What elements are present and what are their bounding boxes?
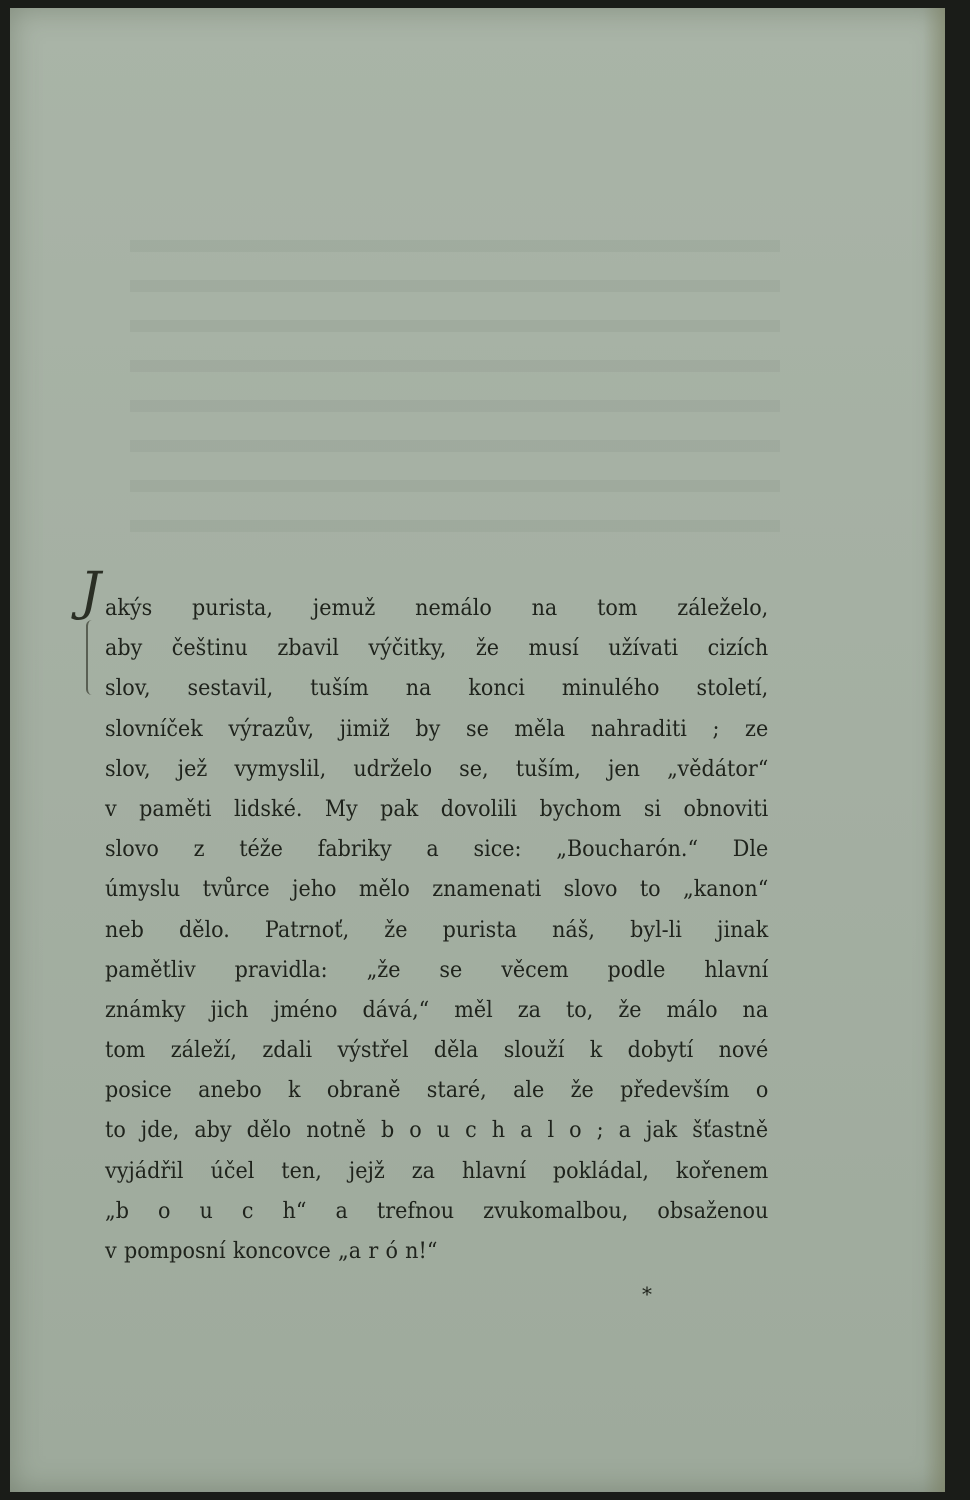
text-line: posice anebo k obraně staré, ale že především o [105,1077,769,1104]
text-line: neb dělo. Patrnoť, že purista náš, byl-li jinak [105,916,769,943]
text-line: akýs purista, jemuž nemálo na tom záleželo, [105,595,769,621]
text-line: slov, sestavil, tuším na konci minulého století, [105,675,769,702]
text-line: slovníček výrazův, jimiž by se měla nahraditi ; ze [105,715,769,742]
text-line: známky jich jméno dává,“ měl za to, že málo na [105,996,769,1023]
section-separator: * [642,1282,652,1306]
bleed-through-text [130,218,780,558]
text-line: slov, jež vymyslil, udrželo se, tuším, jen „vědátor“ [105,755,769,782]
text-line: tom záleží, zdali výstřel děla slouží k dobytí nové [105,1037,769,1064]
text-line: v pomposní koncovce „a r ó n!“ [105,1238,438,1264]
text-line: „b o u c h“ a trefnou zvukomalbou, obsaženou [105,1197,769,1224]
text-line: to jde, aby dělo notně b o u c h a l o ; a jak šťastně [105,1117,769,1144]
text-line: úmyslu tvůrce jeho mělo znamenati slovo to „kanon“ [105,876,769,903]
body-paragraph [105,588,768,1271]
text-line: slovo z téže fabriky a sice: „Boucharón.“ Dle [105,836,769,863]
text-line: pamětliv pravidla: „že se věcem podle hlavní [105,956,769,983]
text-line: vyjádřil účel ten, jejž za hlavní pokládal, kořenem [105,1157,769,1184]
drop-cap-flourish [86,620,98,695]
text-line: v paměti lidské. My pak dovolili bychom si obnoviti [105,795,769,822]
drop-cap: J [80,562,101,622]
text-line: aby češtinu zbavil výčitky, že musí užívati cizích [105,635,769,662]
